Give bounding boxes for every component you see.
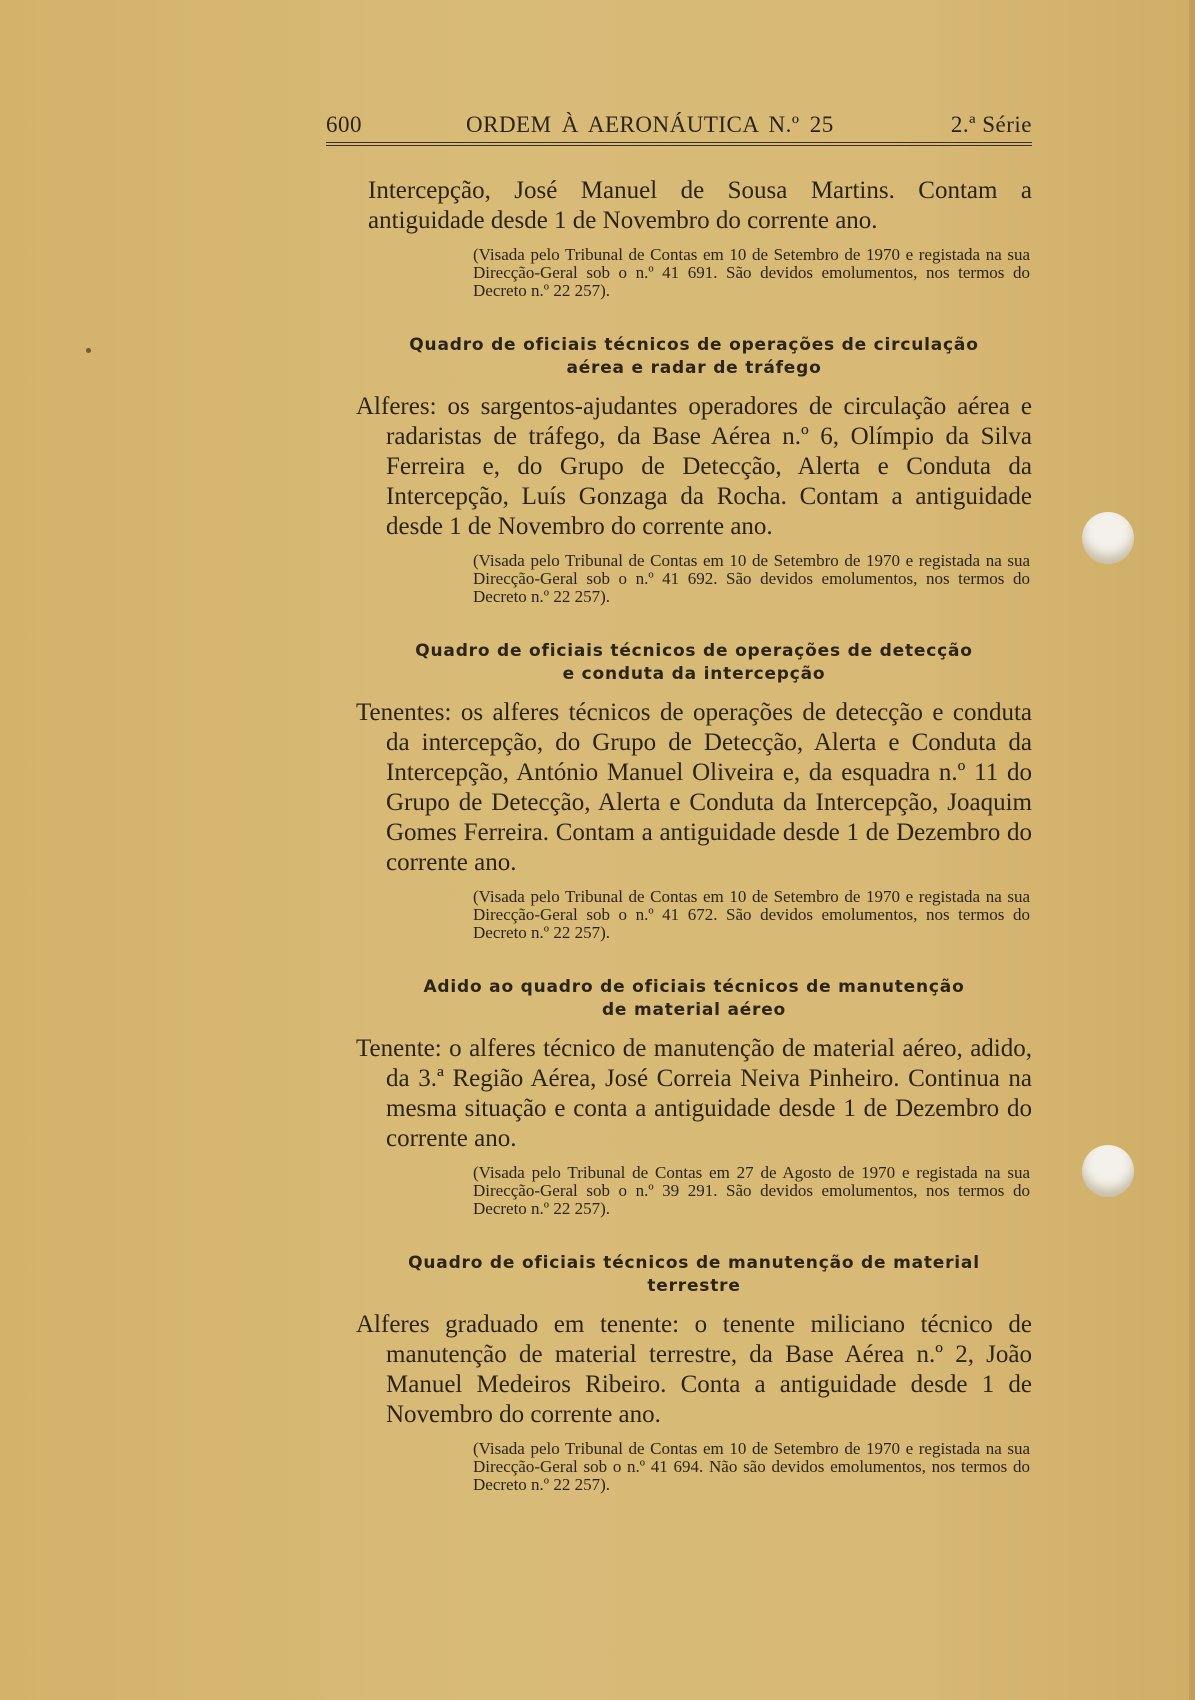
section-note-manutencao-aereo: (Visada pelo Tribunal de Contas em 27 de Agosto de 1970 e registada na sua Direcção-Geral sob o n.º 39 291. São devidos emolumentos, nos termos do Decreto n.º 22 257). xyxy=(473,1163,1030,1218)
section-heading-circulacao xyxy=(326,334,1032,380)
section-heading-manutencao-aereo xyxy=(326,976,1032,1022)
heading-line: Adido ao quadro de oficiais técnicos de manutenção xyxy=(423,977,965,997)
section-paragraph-circulacao: Alferes: os sargentos-ajudantes operadores de circulação aérea e radaristas de tráfego, da Base Aérea n.º 6, Olímpio da Silva Ferreira e, do Grupo de Detecção, Alerta e Conduta da Intercepção, Luís Gonzaga da Rocha. Contam a antiguidade desde 1 de Novembro do corrente ano. xyxy=(356,393,1032,540)
punch-hole-bottom xyxy=(1082,1145,1134,1197)
intro-note: (Visada pelo Tribunal de Contas em 10 de Setembro de 1970 e registada na sua Direcção-Geral sob o n.º 41 691. São devidos emolumentos, nos termos do Decreto n.º 22 257). xyxy=(473,245,1030,300)
heading-line: Quadro de oficiais técnicos de operações de circulação xyxy=(409,335,979,355)
paper-edge xyxy=(1189,0,1195,1700)
section-heading-manutencao-terrestre xyxy=(326,1252,1032,1298)
section-note-circulacao: (Visada pelo Tribunal de Contas em 10 de Setembro de 1970 e registada na sua Direcção-Geral sob o n.º 41 692. São devidos emolumentos, nos termos do Decreto n.º 22 257). xyxy=(473,551,1030,606)
series-label: 2.ª Série xyxy=(950,112,1032,137)
speck xyxy=(86,348,91,353)
page-number: 600 xyxy=(326,112,362,137)
section-heading-deteccao xyxy=(326,640,1032,686)
section-paragraph-manutencao-terrestre: Alferes graduado em tenente: o tenente miliciano técnico de manutenção de material terrestre, da Base Aérea n.º 2, João Manuel Medeiros Ribeiro. Conta a antiguidade desde 1 de Novembro do corrente ano. xyxy=(356,1311,1032,1428)
heading-line: terrestre xyxy=(647,1276,741,1296)
section-note-deteccao: (Visada pelo Tribunal de Contas em 10 de Setembro de 1970 e registada na sua Direcção-Geral sob o n.º 41 672. São devidos emolumentos, nos termos do Decreto n.º 22 257). xyxy=(473,887,1030,942)
section-paragraph-manutencao-aereo: Tenente: o alferes técnico de manutenção de material aéreo, adido, da 3.ª Região Aérea, José Correia Neiva Pinheiro. Continua na mesma situação e conta a antiguidade desde 1 de Dezembro do corrente ano. xyxy=(356,1035,1032,1152)
page-header xyxy=(326,108,1032,142)
publication-title: ORDEM À AERONÁUTICA N.º 25 xyxy=(466,112,834,137)
header-rule xyxy=(326,142,1032,146)
heading-line: e conduta da intercepção xyxy=(562,664,826,684)
intro-paragraph: Intercepção, José Manuel de Sousa Martins. Contam a antiguidade desde 1 de Novembro do corrente ano. xyxy=(368,177,1032,234)
section-paragraph-deteccao: Tenentes: os alferes técnicos de operações de detecção e conduta da intercepção, do Grupo de Detecção, Alerta e Conduta da Intercepção, António Manuel Oliveira e, da esquadra n.º 11 do Grupo de Detecção, Alerta e Conduta da Intercepção, Joaquim Gomes Ferreira. Contam a antiguidade desde 1 de Dezembro do corrente ano. xyxy=(356,699,1032,876)
section-note-manutencao-terrestre: (Visada pelo Tribunal de Contas em 10 de Setembro de 1970 e registada na sua Direcção-Geral sob o n.º 41 694. Não são devidos emolumentos, nos termos do Decreto n.º 22 257). xyxy=(473,1439,1030,1494)
heading-line: Quadro de oficiais técnicos de manutenção de material xyxy=(408,1253,980,1273)
heading-line: aérea e radar de tráfego xyxy=(566,358,822,378)
punch-hole-top xyxy=(1082,512,1134,564)
heading-line: Quadro de oficiais técnicos de operações de detecção xyxy=(415,641,973,661)
document-page xyxy=(326,108,1032,1494)
heading-line: de material aéreo xyxy=(601,1000,787,1020)
